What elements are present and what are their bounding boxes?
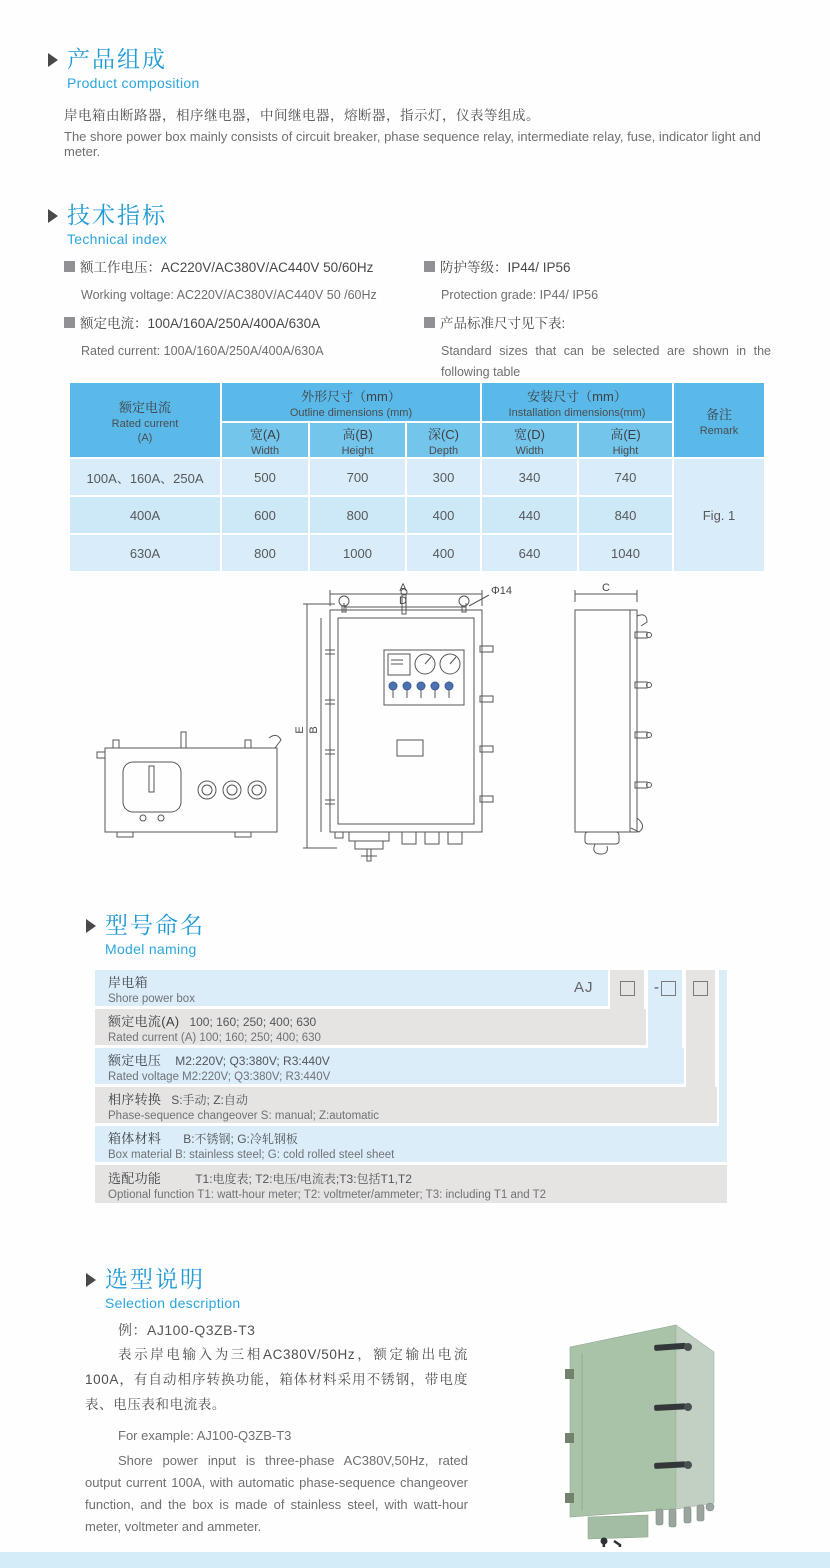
model-code-band-edge — [719, 970, 727, 1162]
section-arrow-icon — [48, 209, 58, 223]
table-row: 630A 800 1000 400 640 1040 — [70, 535, 764, 571]
model-code-band-voltage — [648, 970, 682, 1084]
section-title-cn: 产品组成 — [67, 46, 167, 72]
section-selection-description-header — [86, 1266, 241, 1311]
model-row-shore-power-box: 岸电箱 Shore power box AJ — [95, 970, 608, 1006]
dim-label-hole: Φ14 — [491, 585, 513, 597]
spec-cn-text: 额定电流：100A/160A/250A/400A/630A — [80, 316, 321, 331]
model-code-band-phase — [686, 970, 715, 1123]
spec-cn-text: 额工作电压：AC220V/AC380V/AC440V 50/60Hz — [80, 260, 374, 275]
selection-example-en: For example: AJ100-Q3ZB-T3 — [118, 1428, 292, 1443]
spec-en-text: Standard sizes that can be selected are shown in the following table — [441, 344, 771, 379]
selection-paragraph-cn: 表示岸电输入为三相AC380V/50Hz，额定输出电流100A，有自动相序转换功能，箱体材料采用不锈钢，带电度表、电压表和电流表。 — [85, 1347, 468, 1412]
section-arrow-icon — [86, 1273, 96, 1287]
section-model-naming-header — [86, 912, 205, 957]
subcol-height-e: 高(E) Hight — [579, 423, 672, 457]
section-title-en: Product composition — [67, 75, 200, 91]
section-title-block — [105, 1266, 241, 1311]
product-composition-text-cn: 岸电箱由断路器，相序继电器，中间继电器，熔断器，指示灯，仪表等组成。 — [64, 108, 540, 123]
subcol-width-d: 宽(D) Width — [482, 423, 577, 457]
subcol-height-b: 高(B) Height — [310, 423, 405, 457]
square-bullet-icon — [424, 317, 435, 328]
model-code-box — [661, 981, 676, 996]
section-title-cn: 技术指标 — [67, 202, 167, 228]
col-header-outline-dimensions: 外形尺寸（mm） Outline dimensions (mm) — [222, 383, 480, 421]
section-title-block — [105, 912, 205, 957]
section-title-en: Technical index — [67, 231, 168, 247]
spec-working-voltage — [64, 256, 409, 306]
remark-cell: Fig. 1 — [674, 459, 764, 571]
product-composition-text-en: The shore power box mainly consists of circuit breaker, phase sequence relay, intermediate relay, fuse, indicator light and meter. — [64, 129, 761, 159]
model-row-box-material: 箱体材料 B:不锈钢; G:冷轧钢板 Box material B: stainless steel; G: cold rolled steel sheet — [95, 1126, 727, 1162]
page-footer-strip — [0, 1552, 830, 1568]
dim-label-c: C — [602, 582, 610, 594]
model-code-box — [693, 981, 708, 996]
dim-label-d: D — [399, 595, 407, 607]
dim-label-e: E — [294, 726, 306, 734]
model-prefix: AJ — [574, 979, 594, 996]
dim-label-a: A — [399, 582, 407, 594]
spec-cn-text: 防护等级：IP44/ IP56 — [440, 260, 571, 275]
section-product-composition-header — [48, 46, 200, 91]
drawing-bottom-view — [97, 732, 281, 837]
section-title-en: Model naming — [105, 941, 197, 957]
spec-en-text: Rated current: 100A/160A/250A/400A/630A — [81, 344, 324, 358]
product-photo — [548, 1295, 792, 1547]
drawing-dimensions — [303, 590, 637, 848]
selection-paragraph-en: Shore power input is three-phase AC380V,50Hz, rated output current 100A, with automatic phase-sequence changeover function, and the box is made of stainless steel, with watt-hour meter, voltmeter and ammeter. — [85, 1453, 468, 1534]
drawing-front-view — [325, 589, 493, 861]
model-code-band-current — [610, 970, 644, 1045]
model-row-rated-current: 额定电流(A) 100; 160; 250; 400; 630 Rated current (A) 100; 160; 250; 400; 630 — [95, 1009, 646, 1045]
technical-drawing — [85, 580, 745, 880]
section-title-en: Selection description — [105, 1295, 241, 1311]
col-header-installation-dimensions: 安装尺寸（mm） Installation dimensions(mm) — [482, 383, 672, 421]
table-row: 100A、160A、250A 500 700 300 340 740 Fig. 1 — [70, 459, 764, 495]
section-title-cn: 选型说明 — [105, 1266, 205, 1292]
subcol-width-a: 宽(A) Width — [222, 423, 308, 457]
col-header-rated-current: 额定电流 Rated current (A) — [70, 383, 220, 457]
spec-rated-current — [64, 312, 409, 362]
selection-example-cn: 例：AJ100-Q3ZB-T3 — [118, 1322, 256, 1338]
model-code-box — [620, 981, 635, 996]
col-header-remark: 备注 Remark — [674, 383, 764, 457]
spec-cn-text: 产品标准尺寸见下表: — [440, 316, 566, 331]
spec-standard-sizes — [424, 312, 769, 383]
section-title-cn: 型号命名 — [105, 912, 205, 938]
model-row-rated-voltage: 额定电压 M2:220V; Q3:380V; R3:440V Rated voltage M2:220V; Q3:380V; R3:440V — [95, 1048, 684, 1084]
square-bullet-icon — [424, 261, 435, 272]
section-title-block — [67, 202, 167, 247]
dim-label-b: B — [308, 726, 320, 734]
section-arrow-icon — [48, 53, 58, 67]
model-row-phase-sequence: 相序转换 S:手动; Z:自动 Phase-sequence changeover S: manual; Z:automatic — [95, 1087, 717, 1123]
table-row: 400A 600 800 400 440 840 — [70, 497, 764, 533]
section-technical-index-header — [48, 202, 167, 247]
section-title-block — [67, 46, 200, 91]
model-naming-diagram — [95, 970, 727, 1205]
size-table — [68, 381, 766, 573]
spec-protection-grade — [424, 256, 769, 306]
spec-en-text: Protection grade: IP44/ IP56 — [441, 288, 599, 302]
model-code-dash: - — [654, 979, 659, 996]
square-bullet-icon — [64, 261, 75, 272]
square-bullet-icon — [64, 317, 75, 328]
model-row-optional-function: 选配功能 T1:电度表; T2:电压/电流表;T3:包括T1,T2 Optional function T1: watt-hour meter; T2: voltmeter/ammeter; T3: including T1 and T2 — [95, 1165, 727, 1203]
section-arrow-icon — [86, 919, 96, 933]
spec-en-text: Working voltage: AC220V/AC380V/AC440V 50 /60Hz — [81, 288, 377, 302]
drawing-side-view — [575, 610, 652, 854]
cabinet-illustration — [565, 1325, 714, 1547]
subcol-depth-c: 深(C) Depth — [407, 423, 480, 457]
